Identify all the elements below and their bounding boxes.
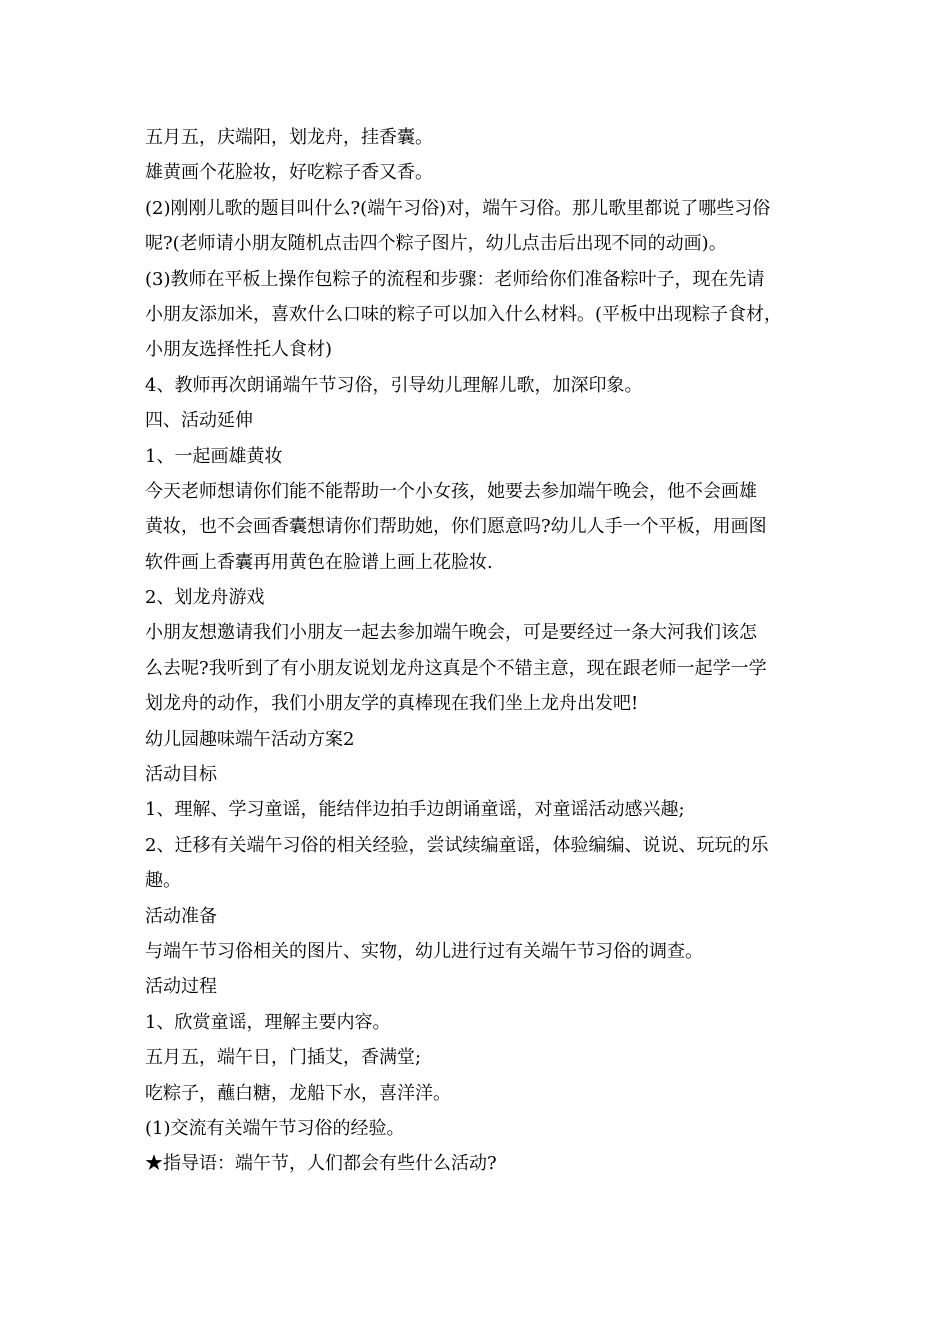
text-line: 今天老师想请你们能不能帮助一个小女孩，她要去参加端午晚会，他不会画雄 <box>145 480 757 502</box>
section-heading: 活动准备 <box>145 905 217 927</box>
text-line: 与端午节习俗相关的图片、实物，幼儿进行过有关端午节习俗的调查。 <box>145 940 703 962</box>
text-line: 趣。 <box>145 870 181 892</box>
text-line: 雄黄画个花脸妆，好吃粽子香又香。 <box>145 162 433 184</box>
text-line: 么去呢?我听到了有小朋友说划龙舟这真是个不错主意，现在跟老师一起学一学 <box>145 657 767 679</box>
text-line: (3)教师在平板上操作包粽子的流程和步骤：老师给你们准备粽叶子，现在先请 <box>145 268 765 290</box>
text-line: 五月五，端午日，门插艾，香满堂; <box>145 1047 422 1069</box>
text-line: (1)交流有关端午节习俗的经验。 <box>145 1117 405 1139</box>
text-line: 小朋友添加米，喜欢什么口味的粽子可以加入什么材料。(平板中出现粽子食材， <box>145 303 783 325</box>
section-heading: 活动过程 <box>145 976 217 998</box>
text-line: 软件画上香囊再用黄色在脸谱上画上花脸妆. <box>145 551 493 573</box>
text-line: 黄妆，也不会画香囊想请你们帮助她，你们愿意吗?幼儿人手一个平板，用画图 <box>145 516 767 538</box>
text-line: ★指导语：端午节，人们都会有些什么活动? <box>145 1153 497 1175</box>
text-line: 五月五，庆端阳，划龙舟，挂香囊。 <box>145 127 433 148</box>
text-line: 2、迁移有关端午习俗的相关经验，尝试续编童谣，体验编编、说说、玩玩的乐 <box>145 834 769 856</box>
text-line: 小朋友选择性托人食材) <box>145 339 333 361</box>
text-line: 4、教师再次朗诵端午节习俗，引导幼儿理解儿歌，加深印象。 <box>145 374 643 396</box>
text-line: 吃粽子，蘸白糖，龙船下水，喜洋洋。 <box>145 1082 451 1104</box>
document-body <box>145 120 815 1182</box>
text-line: 小朋友想邀请我们小朋友一起去参加端午晚会，可是要经过一条大河我们该怎 <box>145 622 757 644</box>
subsection-heading: 2、划龙舟游戏 <box>145 587 265 609</box>
text-line: 呢?(老师请小朋友随机点击四个粽子图片，幼儿点击后出现不同的动画)。 <box>145 233 727 255</box>
text-line: 1、欣赏童谣，理解主要内容。 <box>145 1011 391 1033</box>
text-line: (2)刚刚儿歌的题目叫什么?(端午习俗)对，端午习俗。那儿歌里都说了哪些习俗 <box>145 197 771 219</box>
subsection-heading: 1、一起画雄黄妆 <box>145 445 283 467</box>
section-heading: 活动目标 <box>145 764 217 786</box>
section-heading: 四、活动延伸 <box>145 410 253 432</box>
document-title: 幼儿园趣味端午活动方案2 <box>145 728 355 750</box>
text-line: 划龙舟的动作，我们小朋友学的真棒现在我们坐上龙舟出发吧! <box>145 693 639 715</box>
text-line: 1、理解、学习童谣，能结伴边拍手边朗诵童谣，对童谣活动感兴趣; <box>145 799 685 821</box>
